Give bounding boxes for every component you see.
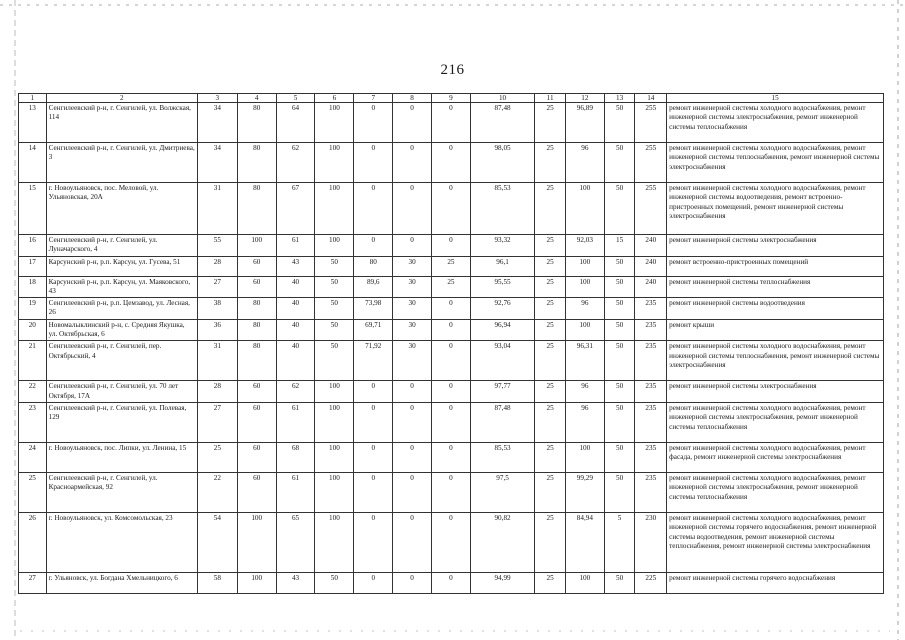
row-number: 27 [19,572,47,593]
value-cell: 0 [393,402,432,442]
value-cell: 50 [604,341,635,381]
value-cell: 50 [604,381,635,403]
value-cell: 5 [604,512,635,572]
value-cell: 25 [535,183,566,235]
value-cell: 25 [432,256,471,276]
value-cell: 100 [315,512,354,572]
value-cell: 0 [432,572,471,593]
value-cell: 96,89 [565,103,604,143]
value-cell: 0 [432,183,471,235]
value-cell: 0 [432,319,471,341]
address-cell: Карсунский р-н, р.п. Карсун, ул. Маяковского, 43 [46,276,197,298]
table-row [19,235,884,257]
value-cell: 84,94 [565,512,604,572]
value-cell: 50 [604,319,635,341]
scan-artifact-right [897,0,899,640]
value-cell: 0 [432,442,471,472]
column-header: 7 [354,94,393,103]
table-row [19,319,884,341]
value-cell: 0 [393,381,432,403]
value-cell: 100 [237,235,276,257]
column-header: 10 [470,94,534,103]
value-cell: 0 [354,512,393,572]
value-cell: 50 [315,256,354,276]
value-cell: 25 [535,442,566,472]
value-cell: 80 [237,183,276,235]
table-row [19,103,884,143]
data-table [18,93,884,594]
value-cell: 30 [393,276,432,298]
value-cell: 225 [635,572,667,593]
column-header: 12 [565,94,604,103]
row-number: 14 [19,143,47,183]
value-cell: 0 [393,103,432,143]
row-number: 24 [19,442,47,472]
value-cell: 30 [393,341,432,381]
address-cell: Сенгилеевский р-н, г. Сенгилей, ул. Луначарского, 4 [46,235,197,257]
value-cell: 97,5 [470,472,534,512]
value-cell: 60 [237,402,276,442]
value-cell: 50 [604,256,635,276]
value-cell: 230 [635,512,667,572]
value-cell: 100 [565,319,604,341]
address-cell: Новомалыклинский р-н, с. Средняя Якушка, ул. Октябрьская, 6 [46,319,197,341]
value-cell: 89,6 [354,276,393,298]
value-cell: 0 [432,381,471,403]
value-cell: 100 [315,235,354,257]
value-cell: 0 [432,341,471,381]
value-cell: 0 [354,381,393,403]
row-number: 23 [19,402,47,442]
value-cell: 80 [354,256,393,276]
value-cell: 60 [237,472,276,512]
value-cell: 0 [432,472,471,512]
value-cell: 71,92 [354,341,393,381]
row-number: 13 [19,103,47,143]
column-header: 3 [197,94,237,103]
value-cell: 0 [432,143,471,183]
value-cell: 34 [197,103,237,143]
address-cell: Сенгилеевский р-н, г. Сенгилей, ул. 70 лет Октября, 17А [46,381,197,403]
value-cell: 50 [604,183,635,235]
value-cell: 85,53 [470,442,534,472]
work-description-cell: ремонт инженерной системы водоотведения [667,298,884,320]
value-cell: 96,1 [470,256,534,276]
value-cell: 240 [635,256,667,276]
table-row [19,402,884,442]
table-row [19,298,884,320]
value-cell: 92,03 [565,235,604,257]
work-description-cell: ремонт инженерной системы теплоснабжения [667,276,884,298]
value-cell: 94,99 [470,572,534,593]
value-cell: 0 [354,402,393,442]
value-cell: 68 [276,442,315,472]
value-cell: 87,48 [470,103,534,143]
value-cell: 31 [197,341,237,381]
table-row [19,572,884,593]
table-row [19,256,884,276]
value-cell: 80 [237,341,276,381]
value-cell: 235 [635,472,667,512]
work-description-cell: ремонт инженерной системы холодного водоснабжения, ремонт инженерной системы электроснабжения, ремонт инженерной системы теплоснабжения [667,103,884,143]
row-number: 17 [19,256,47,276]
column-header: 13 [604,94,635,103]
value-cell: 30 [393,256,432,276]
value-cell: 99,29 [565,472,604,512]
value-cell: 61 [276,472,315,512]
scan-artifact-left [14,0,16,640]
work-description-cell: ремонт инженерной системы холодного водоснабжения, ремонт инженерной системы электроснабжения, ремонт инженерной системы теплоснабжения [667,472,884,512]
table-header-row [19,94,884,103]
work-description-cell: ремонт инженерной системы холодного водоснабжения, ремонт инженерной системы теплоснабжения, ремонт инженерной системы электроснабжения [667,341,884,381]
work-description-cell: ремонт инженерной системы холодного водоснабжения, ремонт инженерной системы теплоснабжения, ремонт инженерной системы электроснабжения [667,143,884,183]
page-number: 216 [440,62,465,78]
value-cell: 67 [276,183,315,235]
row-number: 15 [19,183,47,235]
address-cell: Сенгилеевский р-н, р.п. Цемзавод, ул. Лесная, 26 [46,298,197,320]
value-cell: 100 [315,472,354,512]
address-cell: г. Новоульяновск, ул. Комсомольская, 23 [46,512,197,572]
value-cell: 100 [315,103,354,143]
row-number: 25 [19,472,47,512]
table-row [19,183,884,235]
value-cell: 40 [276,298,315,320]
value-cell: 60 [237,381,276,403]
value-cell: 22 [197,472,237,512]
value-cell: 100 [315,442,354,472]
value-cell: 100 [565,276,604,298]
value-cell: 60 [237,442,276,472]
column-header: 1 [19,94,47,103]
value-cell: 58 [197,572,237,593]
value-cell: 95,55 [470,276,534,298]
value-cell: 25 [535,235,566,257]
address-cell: г. Ульяновск, ул. Богдана Хмельницкого, 6 [46,572,197,593]
value-cell: 0 [354,572,393,593]
value-cell: 40 [276,319,315,341]
value-cell: 0 [393,472,432,512]
value-cell: 255 [635,103,667,143]
value-cell: 0 [432,512,471,572]
value-cell: 25 [535,512,566,572]
work-description-cell: ремонт крыши [667,319,884,341]
value-cell: 0 [354,235,393,257]
value-cell: 50 [604,298,635,320]
value-cell: 93,32 [470,235,534,257]
address-cell: Сенгилеевский р-н, г. Сенгилей, ул. Красноармейская, 92 [46,472,197,512]
value-cell: 96,94 [470,319,534,341]
address-cell: Сенгилеевский р-н, г. Сенгилей, ул. Полевая, 129 [46,402,197,442]
value-cell: 60 [237,256,276,276]
table-row [19,381,884,403]
work-description-cell: ремонт инженерной системы холодного водоснабжения, ремонт инженерной системы электроснабжения, ремонт инженерной системы теплоснабжения [667,402,884,442]
table-row [19,512,884,572]
value-cell: 100 [315,183,354,235]
value-cell: 235 [635,442,667,472]
value-cell: 96 [565,143,604,183]
value-cell: 100 [237,572,276,593]
value-cell: 36 [197,319,237,341]
value-cell: 235 [635,319,667,341]
value-cell: 54 [197,512,237,572]
value-cell: 50 [604,143,635,183]
value-cell: 96 [565,381,604,403]
value-cell: 100 [565,442,604,472]
value-cell: 50 [604,103,635,143]
value-cell: 90,82 [470,512,534,572]
value-cell: 50 [604,442,635,472]
value-cell: 27 [197,276,237,298]
value-cell: 28 [197,381,237,403]
value-cell: 87,48 [470,402,534,442]
value-cell: 50 [315,298,354,320]
scan-artifact-top [0,4,905,6]
table-row [19,442,884,472]
value-cell: 255 [635,183,667,235]
value-cell: 25 [535,319,566,341]
value-cell: 69,71 [354,319,393,341]
row-number: 19 [19,298,47,320]
value-cell: 98,05 [470,143,534,183]
value-cell: 50 [604,402,635,442]
row-number: 26 [19,512,47,572]
value-cell: 240 [635,276,667,298]
value-cell: 0 [393,143,432,183]
value-cell: 65 [276,512,315,572]
value-cell: 100 [315,402,354,442]
value-cell: 25 [535,402,566,442]
value-cell: 85,53 [470,183,534,235]
value-cell: 64 [276,103,315,143]
value-cell: 0 [393,235,432,257]
table-row [19,276,884,298]
value-cell: 97,77 [470,381,534,403]
value-cell: 92,76 [470,298,534,320]
value-cell: 50 [315,276,354,298]
column-header: 4 [237,94,276,103]
work-description-cell: ремонт инженерной системы электроснабжения [667,381,884,403]
work-description-cell: ремонт инженерной системы холодного водоснабжения, ремонт инженерной системы водоотведения, ремонт встроенно-пристроенных помещений, ремонт инженерной системы электроснабжения [667,183,884,235]
address-cell: Карсунский р-н, р.п. Карсун, ул. Гусева, 51 [46,256,197,276]
work-description-cell: ремонт инженерной системы холодного водоснабжения, ремонт фасада, ремонт инженерной системы электроснабжения [667,442,884,472]
value-cell: 25 [535,276,566,298]
work-description-cell: ремонт инженерной системы электроснабжения [667,235,884,257]
work-description-cell: ремонт встроенно-пристроенных помещений [667,256,884,276]
value-cell: 80 [237,298,276,320]
value-cell: 235 [635,402,667,442]
value-cell: 25 [535,256,566,276]
value-cell: 80 [237,143,276,183]
value-cell: 0 [393,183,432,235]
value-cell: 27 [197,402,237,442]
value-cell: 0 [393,572,432,593]
value-cell: 61 [276,235,315,257]
value-cell: 15 [604,235,635,257]
value-cell: 96 [565,298,604,320]
value-cell: 100 [315,381,354,403]
value-cell: 0 [354,143,393,183]
value-cell: 100 [565,572,604,593]
row-number: 21 [19,341,47,381]
value-cell: 73,98 [354,298,393,320]
value-cell: 25 [535,143,566,183]
address-cell: Сенгилеевский р-н, г. Сенгилей, ул. Дмитриева, 3 [46,143,197,183]
value-cell: 62 [276,381,315,403]
value-cell: 80 [237,103,276,143]
value-cell: 0 [393,442,432,472]
value-cell: 50 [604,472,635,512]
table-row [19,143,884,183]
column-header: 2 [46,94,197,103]
value-cell: 50 [604,572,635,593]
value-cell: 0 [354,442,393,472]
value-cell: 25 [535,472,566,512]
column-header: 9 [432,94,471,103]
value-cell: 96 [565,402,604,442]
column-header: 6 [315,94,354,103]
row-number: 20 [19,319,47,341]
value-cell: 255 [635,143,667,183]
value-cell: 0 [354,472,393,512]
value-cell: 100 [565,256,604,276]
scan-artifact-bottom [20,630,890,632]
value-cell: 25 [535,572,566,593]
value-cell: 235 [635,341,667,381]
value-cell: 25 [432,276,471,298]
table-row [19,472,884,512]
value-cell: 60 [237,276,276,298]
value-cell: 0 [432,103,471,143]
value-cell: 55 [197,235,237,257]
column-header: 8 [393,94,432,103]
work-description-cell: ремонт инженерной системы холодного водоснабжения, ремонт инженерной системы горячего водоснабжения, ремонт инженерной системы водоотведения, ремонт инженерной системы теплоснабжения, ремонт инженерной системы электроснабжения [667,512,884,572]
value-cell: 50 [315,572,354,593]
value-cell: 240 [635,235,667,257]
value-cell: 40 [276,341,315,381]
value-cell: 0 [354,183,393,235]
value-cell: 43 [276,256,315,276]
value-cell: 62 [276,143,315,183]
value-cell: 235 [635,381,667,403]
address-cell: Сенгилеевский р-н, г. Сенгилей, пер. Октябрьский, 4 [46,341,197,381]
column-header: 11 [535,94,566,103]
value-cell: 50 [604,276,635,298]
row-number: 16 [19,235,47,257]
value-cell: 30 [393,298,432,320]
value-cell: 100 [565,183,604,235]
value-cell: 0 [354,103,393,143]
value-cell: 96,31 [565,341,604,381]
value-cell: 25 [535,298,566,320]
value-cell: 28 [197,256,237,276]
value-cell: 25 [197,442,237,472]
address-cell: г. Новоульяновск, пос. Липки, ул. Ленина, 15 [46,442,197,472]
value-cell: 80 [237,319,276,341]
value-cell: 61 [276,402,315,442]
column-header: 14 [635,94,667,103]
value-cell: 30 [393,319,432,341]
table-row [19,341,884,381]
value-cell: 93,04 [470,341,534,381]
value-cell: 34 [197,143,237,183]
column-header: 5 [276,94,315,103]
value-cell: 43 [276,572,315,593]
value-cell: 0 [432,402,471,442]
value-cell: 40 [276,276,315,298]
value-cell: 0 [432,298,471,320]
value-cell: 31 [197,183,237,235]
row-number: 22 [19,381,47,403]
value-cell: 50 [315,341,354,381]
column-header: 15 [667,94,884,103]
value-cell: 100 [237,512,276,572]
value-cell: 38 [197,298,237,320]
value-cell: 235 [635,298,667,320]
row-number: 18 [19,276,47,298]
value-cell: 0 [393,512,432,572]
value-cell: 25 [535,103,566,143]
value-cell: 0 [432,235,471,257]
value-cell: 100 [315,143,354,183]
value-cell: 25 [535,341,566,381]
address-cell: Сенгилеевский р-н, г. Сенгилей, ул. Волжская, 114 [46,103,197,143]
address-cell: г. Новоульяновск, пос. Меловой, ул. Ульяновская, 20А [46,183,197,235]
value-cell: 50 [315,319,354,341]
work-description-cell: ремонт инженерной системы горячего водоснабжения [667,572,884,593]
value-cell: 25 [535,381,566,403]
